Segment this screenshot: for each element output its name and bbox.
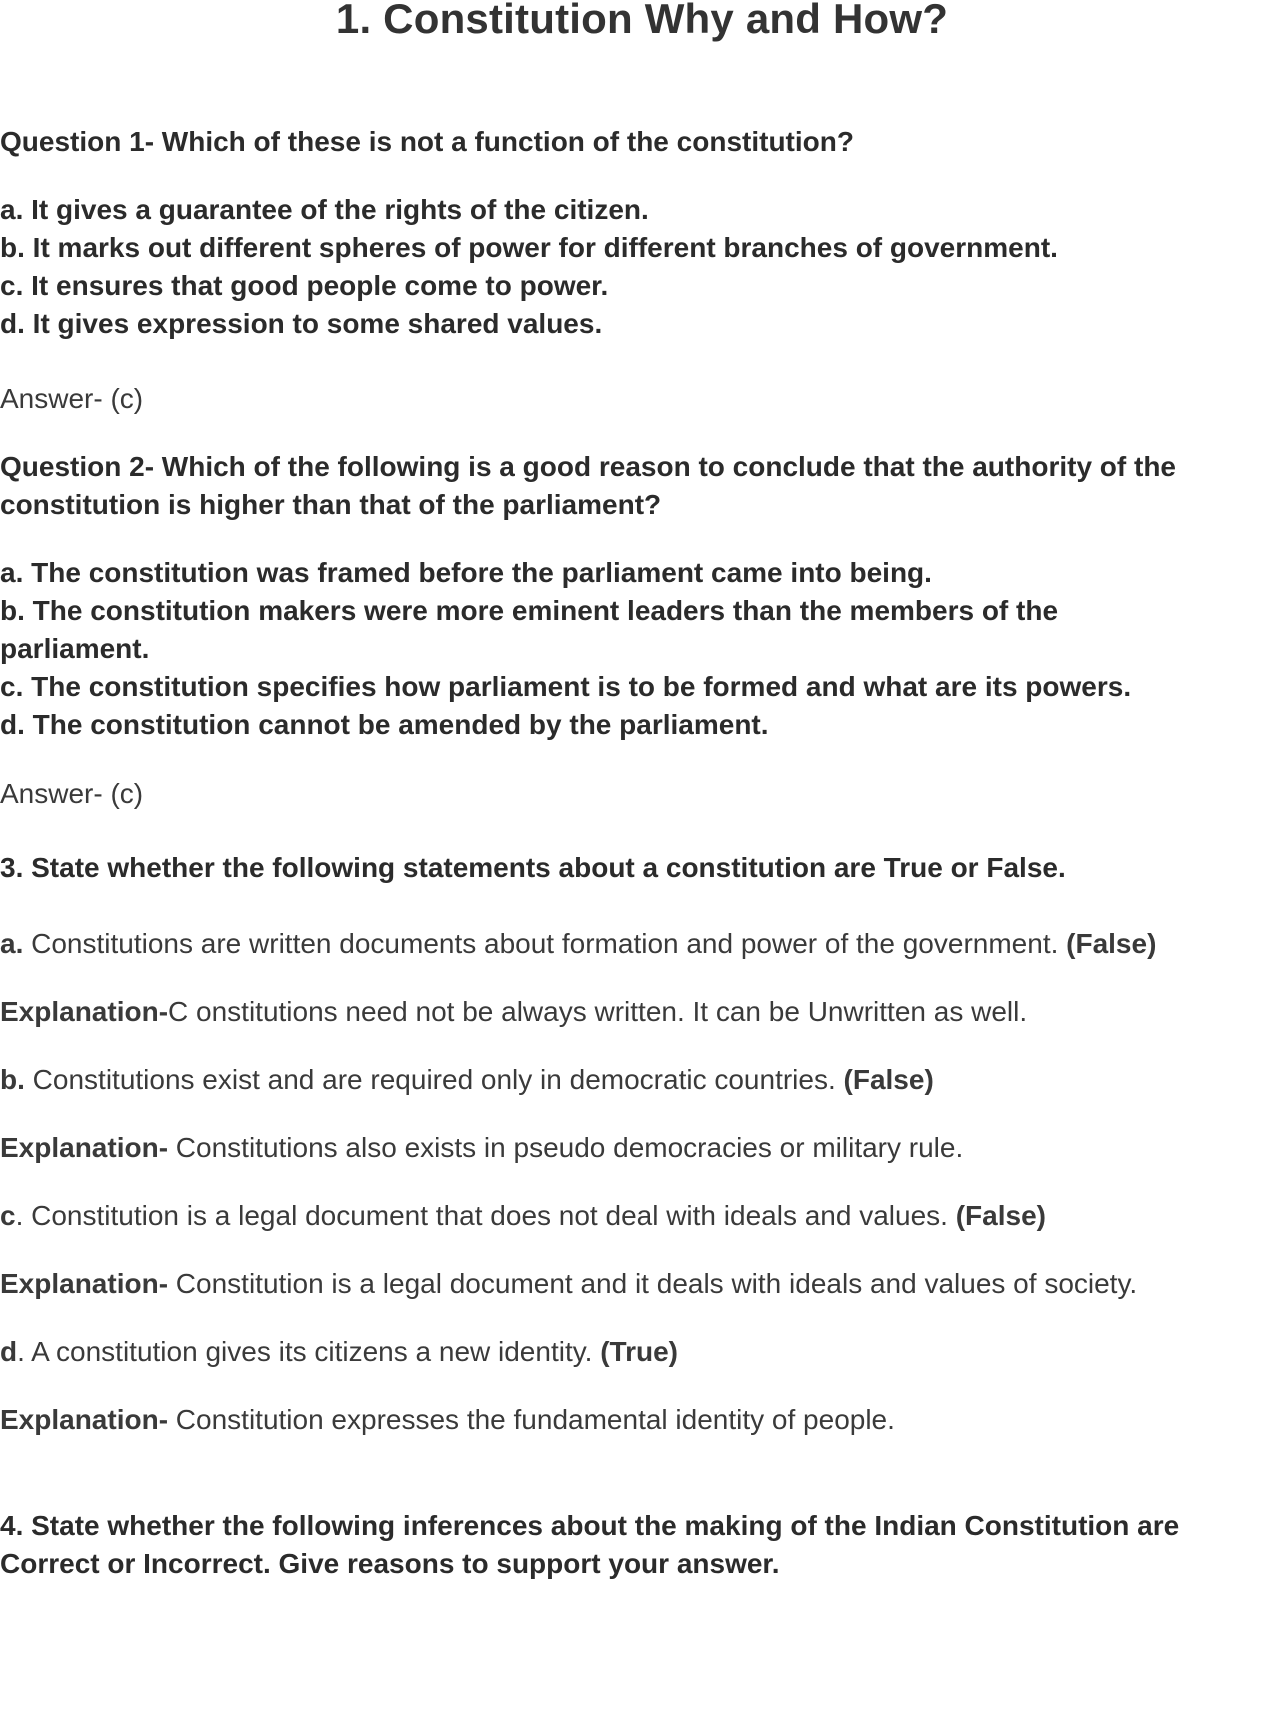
explanation-label: Explanation-	[0, 996, 169, 1027]
explanation-label: Explanation-	[0, 1404, 169, 1435]
q2-option-c: c. The constitution specifies how parliament is to be formed and what are its powers.	[0, 671, 1132, 702]
q2-option-d: d. The constitution cannot be amended by the parliament.	[0, 709, 769, 740]
explanation-text: Constitution is a legal document and it deals with ideals and values of society.	[168, 1268, 1138, 1299]
q2-option-b-line1: b. The constitution makers were more eminent leaders than the members of the	[0, 595, 1059, 626]
q1-answer: Answer- (c)	[0, 383, 144, 414]
q2-answer: Answer- (c)	[0, 778, 144, 809]
q4-heading-line2: Correct or Incorrect. Give reasons to support your answer.	[0, 1548, 780, 1579]
q3-verdict: (True)	[600, 1336, 678, 1367]
q3-statement-b	[0, 1059, 934, 1101]
explanation-label: Explanation-	[0, 1132, 169, 1163]
q4-heading-line1: 4. State whether the following inferences about the making of the Indian Constitution are	[0, 1510, 1180, 1541]
q1-option-b: b. It marks out different spheres of power for different branches of government.	[0, 232, 1058, 263]
q3-letter: b.	[0, 1064, 25, 1095]
q3-letter: c	[0, 1200, 16, 1231]
q3-statement-text: Constitutions exist and are required only in democratic countries.	[24, 1064, 844, 1095]
q3-statement-c	[0, 1195, 1046, 1237]
page-title: 1. Constitution Why and How?	[335, 0, 949, 42]
q1-option-c: c. It ensures that good people come to power.	[0, 270, 609, 301]
q3-statement-text: . Constitution is a legal document that does not deal with ideals and values.	[15, 1200, 956, 1231]
q1-question: Question 1- Which of these is not a function of the constitution?	[0, 126, 854, 157]
q3-verdict: (False)	[955, 1200, 1046, 1231]
q3-explanation-d	[0, 1399, 895, 1441]
q2-question-line1: Question 2- Which of the following is a good reason to conclude that the authority of the	[0, 451, 1176, 482]
q3-verdict: (False)	[1066, 928, 1157, 959]
explanation-text: C onstitutions need not be always written. It can be Unwritten as well.	[168, 996, 1028, 1027]
q2-question-line2: constitution is higher than that of the parliament?	[0, 489, 662, 520]
q3-explanation-a	[0, 991, 1027, 1033]
q3-letter: a.	[0, 928, 24, 959]
q3-statement-text: Constitutions are written documents about formation and power of the government.	[23, 928, 1067, 959]
q3-statement-d	[0, 1331, 678, 1373]
q3-verdict: (False)	[843, 1064, 934, 1095]
explanation-text: Constitution expresses the fundamental identity of people.	[168, 1404, 895, 1435]
q2-option-a: a. The constitution was framed before the parliament came into being.	[0, 557, 932, 588]
q3-explanation-b	[0, 1127, 963, 1169]
explanation-text: Constitutions also exists in pseudo democracies or military rule.	[168, 1132, 964, 1163]
q3-statement-a	[0, 923, 1156, 965]
explanation-label: Explanation-	[0, 1268, 169, 1299]
q1-option-a: a. It gives a guarantee of the rights of the citizen.	[0, 194, 649, 225]
q1-option-d: d. It gives expression to some shared values.	[0, 308, 603, 339]
q3-explanation-c	[0, 1263, 1137, 1305]
q3-letter: d	[0, 1336, 18, 1367]
q3-heading: 3. State whether the following statements about a constitution are True or False.	[0, 852, 1066, 883]
q3-statement-text: . A constitution gives its citizens a new identity.	[17, 1336, 601, 1367]
q2-option-b-line2: parliament.	[0, 633, 150, 664]
